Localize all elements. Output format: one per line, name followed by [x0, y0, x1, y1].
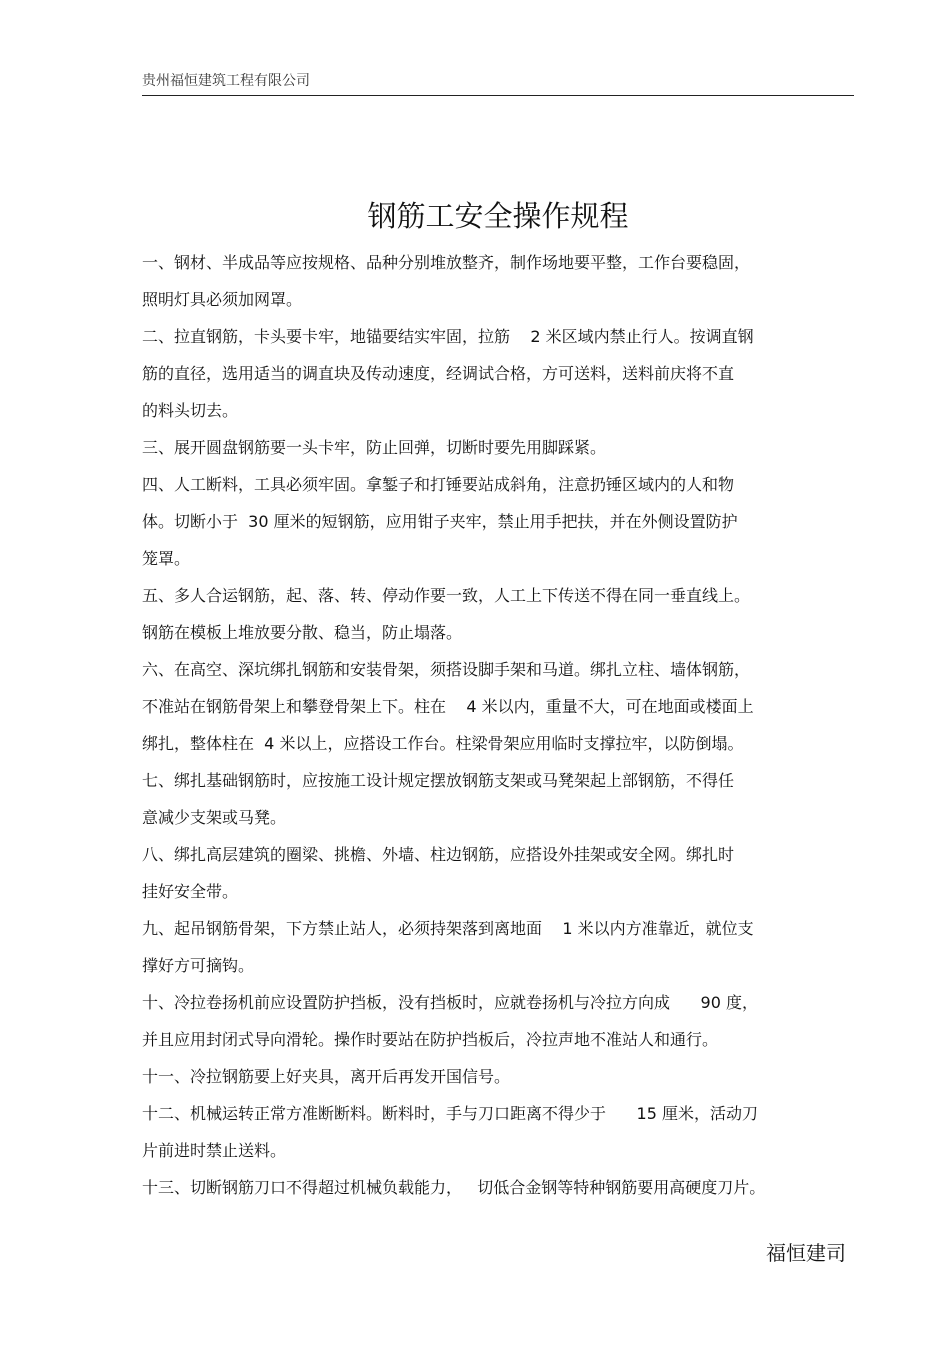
document-body — [142, 244, 862, 1206]
body-line: 不准站在钢筋骨架上和攀登骨架上下。柱在 4 米以内，重量不大，可在地面或楼面上 — [142, 697, 754, 716]
body-line: 五、多人合运钢筋，起、落、转、停动作要一致，人工上下传送不得在同一垂直线上。 — [142, 586, 751, 605]
body-line: 十、冷拉卷扬机前应设置防护挡板，没有挡板时，应就卷扬机与冷拉方向成 90 度， — [142, 993, 758, 1012]
body-line: 片前进时禁止送料。 — [142, 1141, 287, 1160]
body-line: 六、在高空、深坑绑扎钢筋和安装骨架，须搭设脚手架和马道。绑扎立柱、墙体钢筋， — [142, 660, 751, 679]
footer-signature: 福恒建司 — [766, 1241, 846, 1265]
body-line: 八、绑扎高层建筑的圈梁、挑檐、外墙、柱边钢筋，应搭设外挂架或安全网。绑扎时 — [142, 845, 735, 864]
body-line: 绑扎，整体柱在 4 米以上，应搭设工作台。柱梁骨架应用临时支撑拉牢，以防倒塌。 — [142, 734, 744, 753]
body-line: 并且应用封闭式导向滑轮。操作时要站在防护挡板后，冷拉声地不准站人和通行。 — [142, 1030, 719, 1049]
body-line: 筋的直径，选用适当的调直块及传动速度，经调试合格，方可送料，送料前庆将不直 — [142, 364, 735, 383]
header-company-name: 贵州福恒建筑工程有限公司 — [142, 73, 310, 89]
body-line: 体。切断小于 30 厘米的短钢筋，应用钳子夹牢，禁止用手把扶，并在外侧设置防护 — [142, 512, 738, 531]
header-divider — [142, 95, 854, 96]
body-line: 挂好安全带。 — [142, 882, 239, 901]
document-title: 钢筋工安全操作规程 — [367, 199, 629, 233]
body-line: 九、起吊钢筋骨架，下方禁止站人，必须持架落到离地面 1 米以内方准靠近，就位支 — [142, 919, 754, 938]
body-line: 笼罩。 — [142, 549, 191, 568]
body-line: 七、绑扎基础钢筋时，应按施工设计规定摆放钢筋支架或马凳架起上部钢筋，不得任 — [142, 771, 735, 790]
body-line: 十二、机械运转正常方准断断料。断料时，手与刀口距离不得少于 15 厘米，活动刀 — [142, 1104, 758, 1123]
body-line: 撑好方可摘钩。 — [142, 956, 255, 975]
body-line: 四、人工断料，工具必须牢固。拿錾子和打锤要站成斜角，注意扔锤区域内的人和物 — [142, 475, 735, 494]
body-line: 钢筋在模板上堆放要分散、稳当，防止塌落。 — [142, 623, 463, 642]
body-line: 十一、冷拉钢筋要上好夹具，离开后再发开国信号。 — [142, 1067, 511, 1086]
body-line: 意减少支架或马凳。 — [142, 808, 287, 827]
body-line: 的料头切去。 — [142, 401, 239, 420]
body-line: 照明灯具必须加网罩。 — [142, 290, 303, 309]
body-line: 三、展开圆盘钢筋要一头卡牢，防止回弹，切断时要先用脚踩紧。 — [142, 438, 607, 457]
body-line: 二、拉直钢筋，卡头要卡牢，地锚要结实牢固，拉筋 2 米区域内禁止行人。按调直钢 — [142, 327, 754, 346]
body-line: 十三、切断钢筋刀口不得超过机械负载能力， 切低合金钢等特种钢筋要用高硬度刀片。 — [142, 1178, 766, 1197]
body-line: 一、钢材、半成品等应按规格、品种分别堆放整齐，制作场地要平整，工作台要稳固， — [142, 253, 751, 272]
